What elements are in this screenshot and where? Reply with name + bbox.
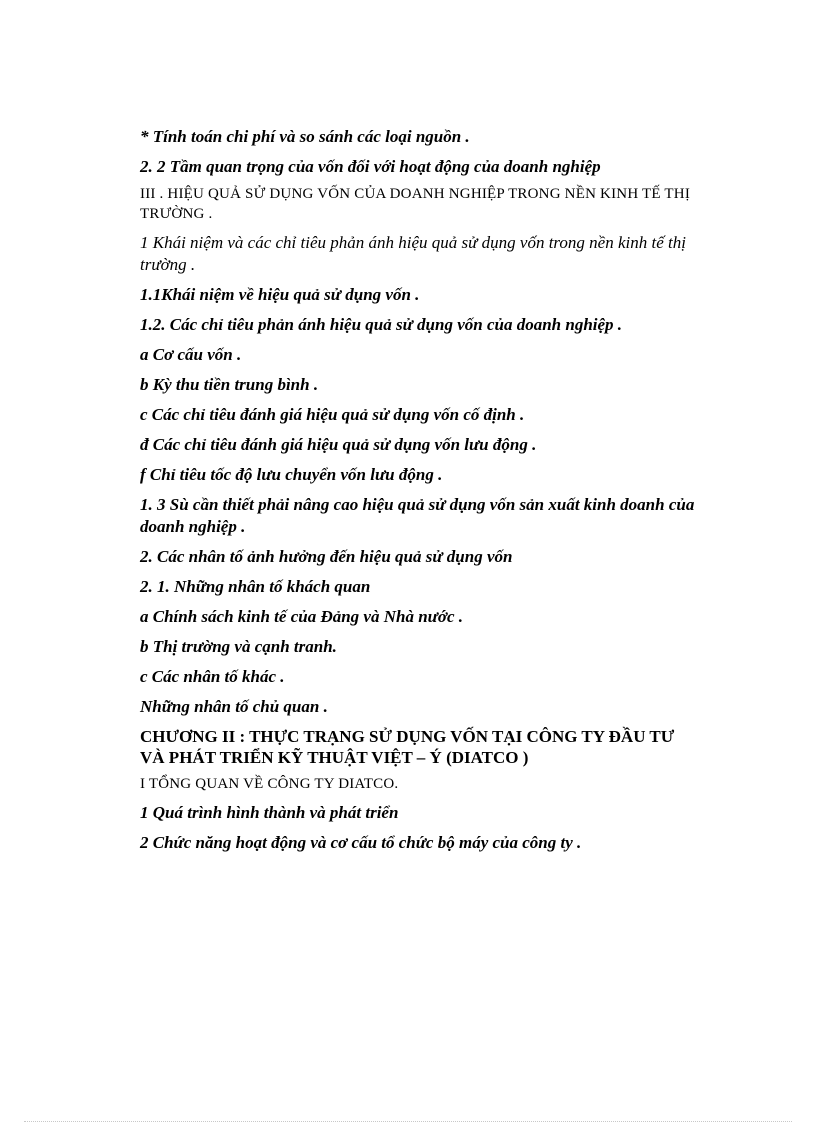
item-c-fixed-capital: c Các chỉ tiêu đánh giá hiệu quả sử dụng vốn cố định . <box>140 405 525 424</box>
heading-1-2: 1.2. Các chỉ tiêu phản ánh hiệu quả sử dụng vốn của doanh nghiệp . <box>140 315 623 334</box>
chapter-ii-title: CHƯƠNG II : THỰC TRẠNG SỬ DỤNG VỐN TẠI CÔNG TY ĐẦU TƯ VÀ PHÁT TRIỂN KỸ THUẬT VIỆT – Ý (DIATCO ) <box>140 727 675 767</box>
heading-overview-diatco: I TỔNG QUAN VỀ CÔNG TY DIATCO. <box>140 776 399 792</box>
item-b-collection-period: b Kỳ thu tiền trung bình . <box>140 375 319 394</box>
item-c-other-factors: c Các nhân tố khác . <box>140 667 285 686</box>
heading-subjective-factors: Những nhân tố chủ quan . <box>140 697 328 716</box>
document-body <box>140 126 700 862</box>
item-a-capital-structure: a Cơ cấu vốn . <box>140 345 242 364</box>
page-bottom-divider <box>24 1121 792 1122</box>
heading-2-factors: 2. Các nhân tố ảnh hưởng đến hiệu quả sử dụng vốn <box>140 547 513 566</box>
bullet-cost-comparison: * Tính toán chi phí và so sánh các loại nguồn . <box>140 127 470 146</box>
heading-2-1-objective: 2. 1. Những nhân tố khách quan <box>140 577 371 596</box>
heading-1-1: 1.1Khái niệm về hiệu quả sử dụng vốn . <box>140 285 420 304</box>
heading-importance-of-capital: 2. 2 Tầm quan trọng của vốn đối với hoạt động của doanh nghiệp <box>140 157 601 176</box>
heading-1-3: 1. 3 Sù cần thiết phải nâng cao hiệu quả sử dụng vốn sản xuất kinh doanh của doanh nghiệp . <box>140 495 695 536</box>
item-a-policy: a Chính sách kinh tế của Đảng và Nhà nước . <box>140 607 464 626</box>
item-b-market: b Thị trường và cạnh tranh. <box>140 637 337 656</box>
heading-functions-structure: 2 Chức năng hoạt động và cơ cấu tổ chức bộ máy của công ty . <box>140 833 582 852</box>
heading-section-iii: III . HIỆU QUẢ SỬ DỤNG VỐN CỦA DOANH NGHIỆP TRONG NỀN KINH TẾ THỊ TRƯỜNG . <box>140 186 691 222</box>
heading-concept-indicators: 1 Khái niệm và các chỉ tiêu phản ánh hiệu quả sử dụng vốn trong nền kinh tế thị trường . <box>140 233 686 274</box>
item-d-working-capital: đ Các chỉ tiêu đánh giá hiệu quả sử dụng vốn lưu động . <box>140 435 537 454</box>
heading-formation-development: 1 Quá trình hình thành và phát triển <box>140 803 399 822</box>
item-f-turnover-speed: f Chỉ tiêu tốc độ lưu chuyển vốn lưu động . <box>140 465 443 484</box>
